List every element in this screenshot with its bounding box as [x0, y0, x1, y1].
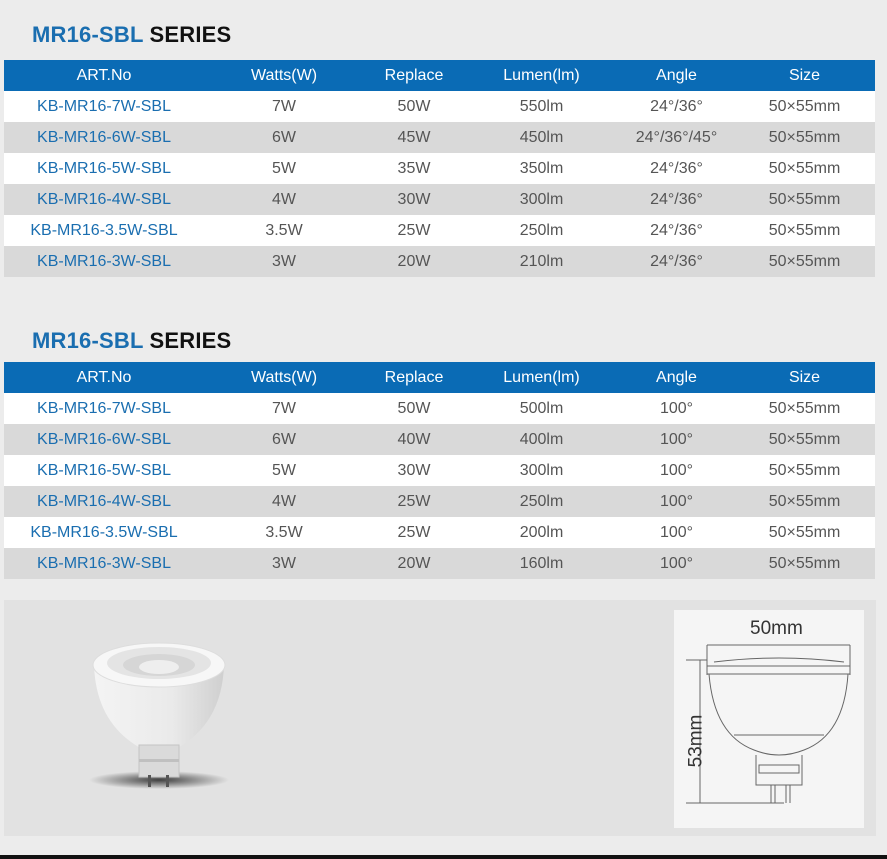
cell-watts: 7W	[204, 91, 364, 122]
cell-watts: 6W	[204, 122, 364, 153]
header-replace: Replace	[364, 60, 464, 91]
table-row	[4, 424, 875, 455]
cell-watts: 3W	[204, 246, 364, 277]
cell-replace: 20W	[364, 548, 464, 579]
cell-size: 50×55mm	[734, 122, 875, 153]
cell-watts: 5W	[204, 455, 364, 486]
cell-watts: 3W	[204, 548, 364, 579]
table-row	[4, 246, 875, 277]
height-dimension-label: 53mm	[685, 714, 707, 768]
cell-art-no: KB-MR16-3W-SBL	[4, 548, 204, 579]
series-name: MR16-SBL	[32, 22, 144, 47]
cell-art-no: KB-MR16-6W-SBL	[4, 122, 204, 153]
cell-size: 50×55mm	[734, 393, 875, 424]
cell-replace: 45W	[364, 122, 464, 153]
cell-lumen: 450lm	[464, 122, 619, 153]
cell-size: 50×55mm	[734, 153, 875, 184]
cell-art-no: KB-MR16-5W-SBL	[4, 153, 204, 184]
cell-angle: 100°	[619, 486, 734, 517]
cell-lumen: 300lm	[464, 455, 619, 486]
spec-table-2	[4, 362, 875, 579]
cell-watts: 3.5W	[204, 215, 364, 246]
cell-lumen: 550lm	[464, 91, 619, 122]
table-row	[4, 184, 875, 215]
table-header-row	[4, 362, 875, 393]
spec-table-1	[4, 60, 875, 277]
cell-art-no: KB-MR16-3.5W-SBL	[4, 215, 204, 246]
cell-watts: 3.5W	[204, 517, 364, 548]
table-row	[4, 486, 875, 517]
cell-angle: 24°/36°	[619, 184, 734, 215]
series-label: SERIES	[149, 328, 232, 353]
cell-art-no: KB-MR16-3W-SBL	[4, 246, 204, 277]
cell-lumen: 400lm	[464, 424, 619, 455]
section-title-1	[32, 22, 231, 48]
cell-angle: 24°/36°	[619, 215, 734, 246]
cell-lumen: 300lm	[464, 184, 619, 215]
cell-size: 50×55mm	[734, 486, 875, 517]
header-size: Size	[734, 362, 875, 393]
cell-angle: 100°	[619, 548, 734, 579]
cell-size: 50×55mm	[734, 455, 875, 486]
cell-lumen: 500lm	[464, 393, 619, 424]
header-replace: Replace	[364, 362, 464, 393]
cell-size: 50×55mm	[734, 246, 875, 277]
cell-replace: 25W	[364, 215, 464, 246]
header-art-no: ART.No	[4, 362, 204, 393]
cell-replace: 40W	[364, 424, 464, 455]
cell-art-no: KB-MR16-6W-SBL	[4, 424, 204, 455]
width-dimension-label: 50mm	[750, 618, 803, 639]
product-image-panel	[4, 600, 876, 836]
series-name: MR16-SBL	[32, 328, 144, 353]
table-row	[4, 153, 875, 184]
header-watts: Watts(W)	[204, 362, 364, 393]
series-label: SERIES	[149, 22, 232, 47]
cell-replace: 25W	[364, 517, 464, 548]
cell-angle: 24°/36°	[619, 153, 734, 184]
cell-art-no: KB-MR16-5W-SBL	[4, 455, 204, 486]
cell-size: 50×55mm	[734, 91, 875, 122]
cell-watts: 5W	[204, 153, 364, 184]
cell-angle: 100°	[619, 393, 734, 424]
cell-watts: 7W	[204, 393, 364, 424]
cell-lumen: 210lm	[464, 246, 619, 277]
header-lumen: Lumen(lm)	[464, 60, 619, 91]
cell-watts: 4W	[204, 486, 364, 517]
cell-replace: 30W	[364, 455, 464, 486]
cell-size: 50×55mm	[734, 215, 875, 246]
cell-lumen: 250lm	[464, 215, 619, 246]
cell-replace: 50W	[364, 393, 464, 424]
cell-lumen: 250lm	[464, 486, 619, 517]
cell-replace: 50W	[364, 91, 464, 122]
cell-size: 50×55mm	[734, 184, 875, 215]
dimension-diagram	[674, 610, 864, 828]
cell-art-no: KB-MR16-7W-SBL	[4, 91, 204, 122]
table-row	[4, 122, 875, 153]
header-lumen: Lumen(lm)	[464, 362, 619, 393]
cell-replace: 25W	[364, 486, 464, 517]
cell-watts: 6W	[204, 424, 364, 455]
cell-replace: 20W	[364, 246, 464, 277]
table-row	[4, 215, 875, 246]
cell-size: 50×55mm	[734, 424, 875, 455]
cell-lumen: 200lm	[464, 517, 619, 548]
section-title-2	[32, 328, 231, 354]
table-row	[4, 91, 875, 122]
cell-size: 50×55mm	[734, 548, 875, 579]
cell-replace: 35W	[364, 153, 464, 184]
cell-size: 50×55mm	[734, 517, 875, 548]
cell-lumen: 160lm	[464, 548, 619, 579]
header-watts: Watts(W)	[204, 60, 364, 91]
table-header-row	[4, 60, 875, 91]
cell-angle: 100°	[619, 455, 734, 486]
table-row	[4, 393, 875, 424]
bulb-photo	[74, 625, 244, 805]
header-angle: Angle	[619, 362, 734, 393]
header-art-no: ART.No	[4, 60, 204, 91]
cell-lumen: 350lm	[464, 153, 619, 184]
cell-angle: 24°/36°	[619, 246, 734, 277]
header-size: Size	[734, 60, 875, 91]
table-row	[4, 455, 875, 486]
cell-art-no: KB-MR16-4W-SBL	[4, 486, 204, 517]
cell-replace: 30W	[364, 184, 464, 215]
cell-angle: 24°/36°/45°	[619, 122, 734, 153]
cell-art-no: KB-MR16-3.5W-SBL	[4, 517, 204, 548]
cell-art-no: KB-MR16-4W-SBL	[4, 184, 204, 215]
table-row	[4, 548, 875, 579]
cell-angle: 100°	[619, 424, 734, 455]
cell-art-no: KB-MR16-7W-SBL	[4, 393, 204, 424]
cell-angle: 24°/36°	[619, 91, 734, 122]
table-row	[4, 517, 875, 548]
cell-watts: 4W	[204, 184, 364, 215]
bottom-divider	[0, 855, 887, 859]
header-angle: Angle	[619, 60, 734, 91]
cell-angle: 100°	[619, 517, 734, 548]
